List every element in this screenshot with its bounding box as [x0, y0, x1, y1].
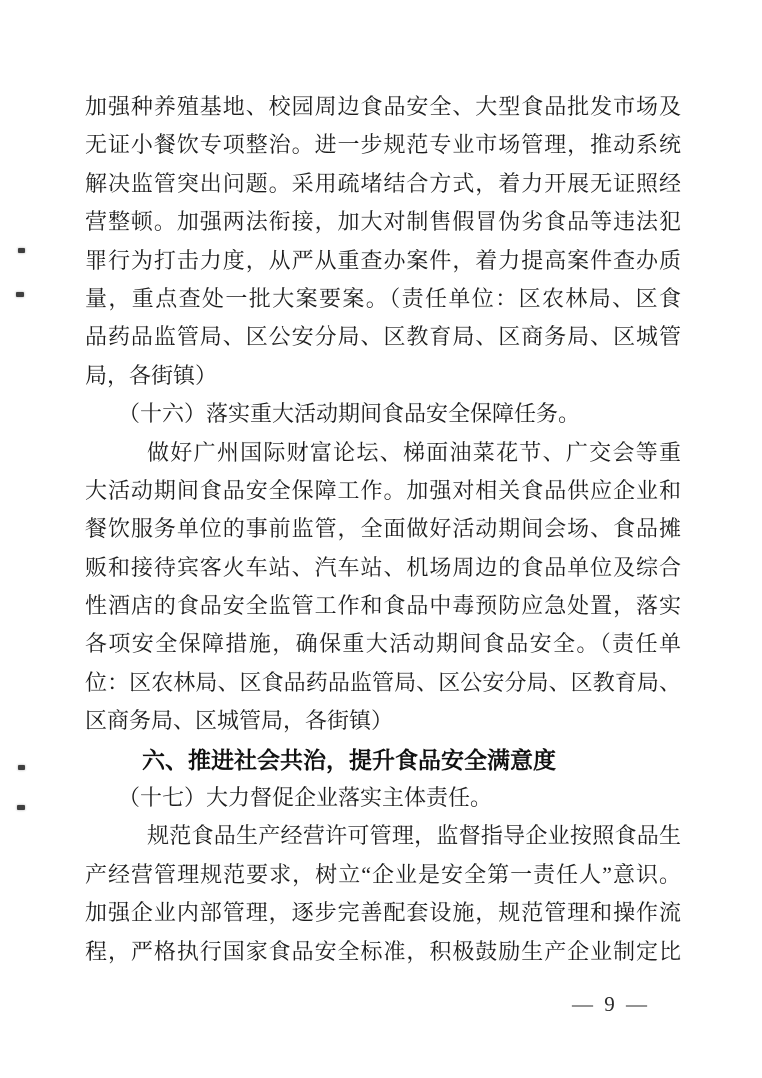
document-body: [85, 88, 681, 971]
text-line: 各项安全保障措施，确保重大活动期间食品安全。（责任单: [85, 631, 681, 657]
scan-speck: [17, 805, 25, 810]
item-heading-17: （十七）大力督促企业落实主体责任。: [118, 785, 493, 811]
text-line: 加强企业内部管理，逐步完善配套设施，规范管理和操作流: [85, 900, 681, 926]
text-line: 大活动期间食品安全保障工作。加强对相关食品供应企业和: [85, 477, 681, 503]
page-number: — 9 —: [572, 992, 650, 1016]
scan-speck: [18, 765, 25, 770]
text-line: 性酒店的食品安全监管工作和食品中毒预防应急处置，落实: [85, 593, 681, 619]
text-line: 罪行为打击力度，从严从重查办案件，着力提高案件查办质: [85, 247, 681, 273]
text-line: 局，各街镇）: [85, 362, 218, 388]
item-heading-16: （十六）落实重大活动期间食品安全保障任务。: [118, 401, 581, 427]
text-line: 量，重点查处一批大案要案。（责任单位：区农林局、区食: [85, 285, 681, 311]
text-line: 产经营管理规范要求，树立“企业是安全第一责任人”意识。: [85, 861, 681, 887]
text-line: 解决监管突出问题。采用疏堵结合方式，着力开展无证照经: [85, 170, 681, 196]
text-line: 贩和接待宾客火车站、汽车站、机场周边的食品单位及综合: [85, 554, 681, 580]
scan-speck: [16, 292, 24, 297]
paragraph-first-line: 规范食品生产经营许可管理，监督指导企业按照食品生: [147, 823, 681, 849]
scan-speck: [18, 248, 25, 253]
text-line: 区商务局、区城管局，各街镇）: [85, 708, 394, 734]
text-line: 无证小餐饮专项整治。进一步规范专业市场管理，推动系统: [85, 132, 681, 158]
text-line: 营整顿。加强两法衔接，加大对制售假冒伪劣食品等违法犯: [85, 209, 681, 235]
paragraph-first-line: 做好广州国际财富论坛、梯面油菜花节、广交会等重: [147, 439, 681, 465]
section-heading-6: 六、推进社会共治，提升食品安全满意度: [142, 746, 556, 773]
text-line: 餐饮服务单位的事前监管，全面做好活动期间会场、食品摊: [85, 516, 681, 542]
text-line: 品药品监管局、区公安分局、区教育局、区商务局、区城管: [85, 324, 681, 350]
text-line: 位：区农林局、区食品药品监管局、区公安分局、区教育局、: [85, 669, 681, 695]
text-line: 加强种养殖基地、校园周边食品安全、大型食品批发市场及: [85, 94, 681, 119]
text-line: 程，严格执行国家食品安全标准，积极鼓励生产企业制定比: [85, 938, 681, 964]
